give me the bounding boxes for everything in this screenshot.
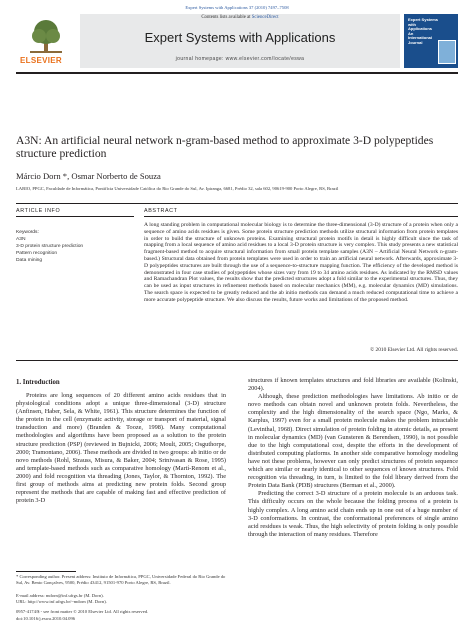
journal-header — [16, 14, 458, 70]
contents-prefix: Contents lists available at — [201, 15, 252, 20]
footnote-corresponding-author: * Corresponding author. Present address: Instituto de Informática, PPGC, Universidade Federal do Rio Grande do Sul, Av. Bento Gonçalves, 9500, Prédio 43412, 91501-970 Porto Alegre, RS, Brazil. — [16, 574, 226, 586]
author-affiliation: LABIO, PPGC, Faculdade de Informática, Pontifícia Universidade Católica do Rio Grande do Sul, Av. Ipiranga, 6681, Prédio 32, sala 602, 90619-900 Porto Alegre, RS, Brazil — [16, 186, 339, 191]
keyword-item: 3-D protein structure prediction — [16, 244, 84, 249]
elsevier-wordmark: ELSEVIER — [20, 56, 62, 65]
journal-masthead — [80, 14, 400, 68]
footnote-url[interactable]: URL: http://www.inf.ufrgs.br/~mdorn (M. Dorn). — [16, 599, 107, 604]
abstract-text: A long standing problem in computational molecular biology is to determine the three-dimensional (3-D) structure of a protein when only a sequence of amino acids residues is given. Some protein structure prediction methods utilize structural information from protein templates in order to build the structure of unknown proteins. Examining structural protein motifs in detail is highly difficult since the task of mapping from a local sequence of amino acid residues to a local 3-D protein structure is very complex. This study presents a new statistical fragment-based method to acquire structural information from small protein template samples (A3N – Artificial Neural Network n-gram-based.) Structural data obtained from protein templates were used in order to train an artificial neural network. Afterwards, approximate 3-D polypeptides structures are built through the use of a sequence-to-structure mapping function. The efficiency of the developed method is demonstrated in four case studies of polypeptides whose sizes vary from 19 to 34 amino acids residues. As indicated by the RMSD values and Ramachandran Plot values, the results show that the predicted structures adopt a fold similar to the experimental structures. Thus, they can be used as input structures in refinement methods based on molecular mechanics (MM), e.g. molecular dynamics (MD) simulations. The search space is expected to be greatly reduced and the ab initio methods can demand a much reduced computational time to achieve a more accurate polypeptide structure. We also discuss the results, future works and limitations of the proposed method. — [144, 222, 458, 303]
abstract-heading: ABSTRACT — [144, 208, 178, 214]
journal-citation[interactable]: Expert Systems with Applications 37 (2010) 7497–7508 — [185, 5, 289, 10]
keyword-item: A3N — [16, 237, 26, 242]
abstract-divider — [144, 216, 458, 217]
article-info-heading: ARTICLE INFO — [16, 208, 61, 214]
abstract-bottom-divider — [16, 360, 458, 361]
intro-right-column — [248, 377, 458, 539]
cover-title: Expert Systems with Applications An International Journal — [408, 17, 439, 45]
cover-graphic — [438, 40, 456, 64]
elsevier-logo[interactable] — [16, 14, 76, 66]
footnote-divider — [16, 571, 76, 572]
paragraph: Proteins are long sequences of 20 different amino acids residues that in physiological conditions adopt a unique three-dimensional (3-D) structure (Anfinsen, Haber, Sela, & White, 1961). This structure determines the function of the protein in the cell (enzymatic activity, storage or transport of material, signal transduction and more) (Branden & Tooze, 1998). Many computational methodologies and algorithms have been proposed as a solution to the protein structure prediction (PSP) (reviewed in Bujnicki, 2006; Moult, 2005; Osguthorpe, 2000; Tramontano, 2006). These methods are divided in two groups: ab initio or de novo methods (Rohl, Strauss, Misura, & Baker, 2004; Srinivasan & Rose, 1995) and template-based methods such as comparative homology (Martí-Renom et al., 2000) and fold recognition via threading (Jones, Taylor, & Thornton, 1992). The first group of methods aims at predicting new protein folds. Second group represent the methods that are capable of making fast and effective prediction of protein 3-D — [16, 392, 226, 505]
footnote-email[interactable]: E-mail address: mdorn@inf.ufrgs.br (M. Dorn). — [16, 593, 104, 598]
abstract-copyright: © 2010 Elsevier Ltd. All rights reserved. — [370, 347, 458, 353]
paragraph: Although, these prediction methodologies have limitations. Ab initio or de novo methods can obtain novel and unknown protein folds. Nevertheless, the complexity and the high dimensionality of the search space (Ngo, Marks, & Karplus, 1997) even for a small protein molecule makes the problem intractable (Levinthal, 1968). Direct simulation of protein folding in atomic details, as present in molecular dynamics (MD) (van Gunsteren & Berendsen, 1990), is not possible due to the high computational cost, despite the efforts in the development of distributed computing platforms. In another side comparative homology modeling have not these problems, however can only predict structures of protein sequence which are similar or nearly identical to other sequences of known structures. Fold recognition via threading, in turn, is limited to the fold library derived from the Protein Data Bank (PDB) structures (Berman et al., 2000). — [248, 393, 458, 490]
paragraph: Predicting the correct 3-D structure of a protein molecule is an arduous task. This difficulty occurs on the whole because the folding process of a protein is highly complex. A long amino acid chain ends up in one out of a huge number of 3-D conformations. In contrast, the conformational preferences of single amino acid residues is weak. Thus, the high selectivity of protein folding is only possible through the interaction of many residues. Therefore — [248, 490, 458, 538]
keyword-item: Pattern recognition — [16, 251, 58, 256]
keyword-item: Data mining — [16, 258, 43, 263]
sciencedirect-link[interactable]: ScienceDirect — [251, 15, 279, 20]
doi-link[interactable]: doi:10.1016/j.eswa.2010.04.096 — [16, 616, 76, 621]
section-heading-introduction: 1. Introduction — [16, 379, 60, 386]
keywords-label: Keywords: — [16, 230, 39, 235]
paragraph: structures if known templates structures and fold libraries are available (Kolinski, 2004). — [248, 377, 458, 393]
front-matter-line: 0957-4174/$ - see front matter © 2010 Elsevier Ltd. All rights reserved. — [16, 609, 149, 614]
intro-left-column — [16, 392, 226, 505]
header-divider — [16, 72, 458, 74]
journal-homepage-link[interactable]: journal homepage: www.elsevier.com/locate/eswa — [175, 56, 305, 62]
article-title: A3N: An artificial neural network n-gram-based method to approximate 3-D polypeptides structure prediction — [16, 134, 434, 160]
contents-line — [80, 15, 400, 20]
article-info-divider — [16, 216, 134, 217]
article-authors[interactable]: Márcio Dorn *, Osmar Norberto de Souza — [16, 171, 161, 181]
info-top-divider — [16, 203, 458, 204]
journal-title: Expert Systems with Applications — [144, 30, 336, 45]
journal-cover-image — [404, 14, 458, 68]
elsevier-tree-icon — [28, 18, 64, 54]
